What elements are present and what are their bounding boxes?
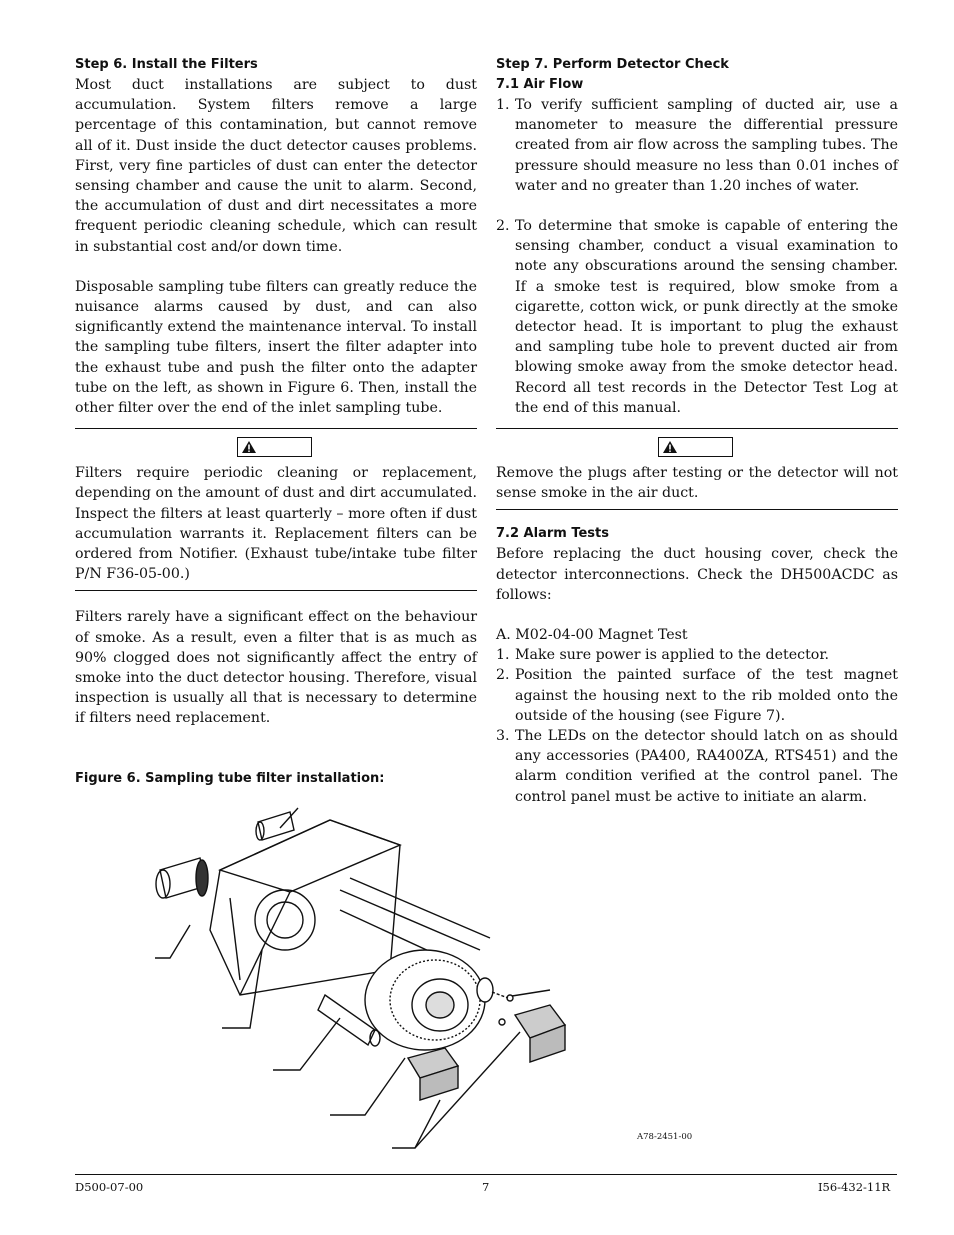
page-number: 7 <box>482 1180 490 1194</box>
alarm-tests-heading: 7.2 Alarm Tests <box>496 526 609 542</box>
magnet-test-title: A. M02-04-00 Magnet Test <box>496 627 688 644</box>
warning-icon <box>242 441 256 453</box>
step7-heading: Step 7. Perform Detector Check <box>496 57 729 72</box>
caution-label <box>75 429 477 463</box>
footer-doc-number: D500-07-00 <box>75 1180 144 1194</box>
step6-heading: Step 6. Install the Filters <box>75 57 258 72</box>
filter-caution-text: Filters require periodic cleaning or replacement, depending on the amount of dust and dirt accumulated. Inspect the filters at least quarterly – more often if dust accumulation warrants it. Replacement filters can be ordered from Notifier. (Exhaust tube/intake tube filter P/N F36-05-00.) <box>75 465 477 583</box>
sampling-tube-filter-illustration <box>140 800 740 1160</box>
right-column <box>496 55 898 807</box>
list-item: 3. The LEDs on the detector should latch on as should any accessories (PA400, RA400ZA, RTS451) and the alarm condition verified at the control panel. The control panel must be active to initiate an alarm. <box>496 728 898 805</box>
figure-caption: Figure 6. Sampling tube filter installation: <box>75 771 385 786</box>
plug-caution-text: Remove the plugs after testing or the detector will not sense smoke in the air duct. <box>496 465 898 502</box>
air-flow-heading: 7.1 Air Flow <box>496 77 584 92</box>
list-item: 1. To verify sufficient sampling of ducted air, use a manometer to measure the differential pressure created from air flow across the sampling tubes. The pressure should measure no less than 0.01 inches of water and no greater than 1.20 inches of water. <box>496 97 898 194</box>
footer-rule <box>75 1174 897 1175</box>
caution-label <box>496 429 898 463</box>
warning-icon <box>663 441 677 453</box>
magnet-test-list <box>496 645 898 807</box>
figure-code: A78-2451-00 <box>637 1132 693 1142</box>
footer-form-number: I56-432-11R <box>818 1180 891 1194</box>
air-flow-list <box>496 95 898 418</box>
left-column <box>75 55 477 729</box>
step6-para2: Disposable sampling tube filters can greatly reduce the nuisance alarms caused by dust, and can also significantly extend the maintenance interval. To install the sampling tube filters, insert the filter adapter into the exhaust tube and push the filter onto the adapter tube on the left, as shown in Figure 6. Then, install the other filter over the end of the inlet sampling tube. <box>75 278 477 417</box>
list-item: 1. Make sure power is applied to the detector. <box>496 647 830 664</box>
list-item: 2. Position the painted surface of the test magnet against the housing next to the rib molded onto the outside of the housing (see Figure 7). <box>496 667 898 724</box>
step6-para1: Most duct installations are subject to dust accumulation. System filters remove a large percentage of this contamination, but cannot remove all of it. Dust inside the duct detector causes problems. First, very fine particles of dust can enter the detector sensing chamber and cause the unit to alarm. Second, the accumulation of dust and dirt necessitates a more frequent periodic cleaning schedule, which can result in substantial cost and/or down time. <box>75 77 477 255</box>
alarm-tests-intro: Before replacing the duct housing cover, check the detector interconnections. Check the DH500ACDC as follows: <box>496 546 898 603</box>
list-item: 2. To determine that smoke is capable of entering the sensing chamber, conduct a visual examination to note any obscurations around the sensing chamber. If a smoke test is required, blow smoke from a cigarette, cotton wick, or punk directly at the smoke detector head. It is important to plug the exhaust and sampling tube hole to prevent ducted air from blowing smoke away from the smoke detector head. Record all test records in the Detector Test Log at the end of this manual. <box>496 218 898 416</box>
step6-para3: Filters rarely have a significant effect on the behaviour of smoke. As a result, even a filter that is as much as 90% clogged does not significantly affect the entry of smoke into the duct detector housing. Therefore, visual inspection is usually all that is necessary to determine if filters need replacement. <box>75 609 477 727</box>
